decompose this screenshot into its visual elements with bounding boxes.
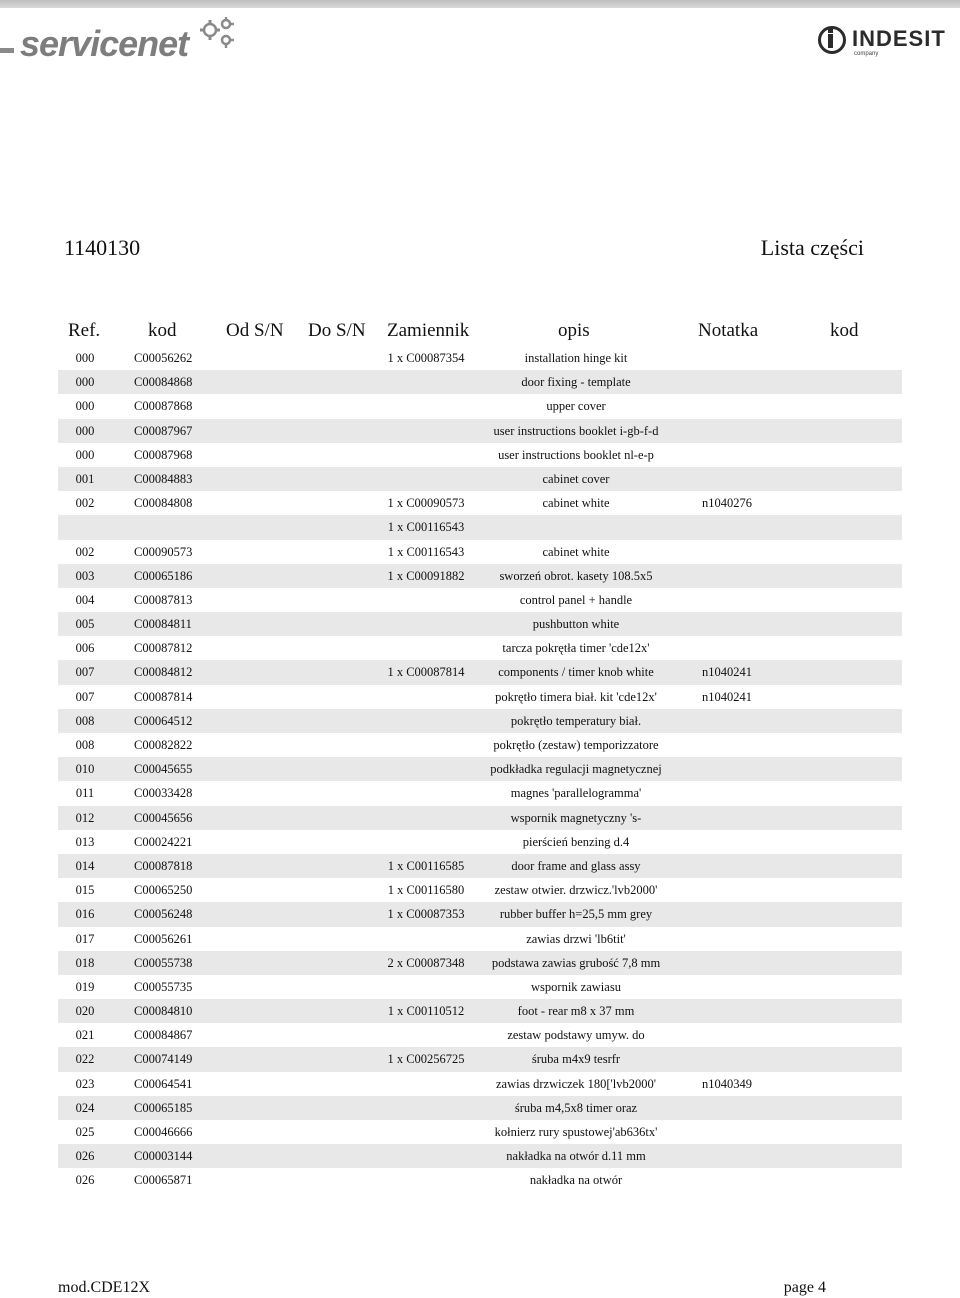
cell-ref: 024 [75,1100,95,1115]
table-row [58,1168,902,1192]
cell-kod: C00055738 [134,955,193,970]
cell-opis: podstawa zawias grubość 7,8 mm [491,955,661,970]
cell-zamiennik: 1 x C00116580 [387,883,465,898]
cell-notatka: n1040241 [702,665,752,680]
table-row [58,636,902,660]
cell-notatka: n1040276 [702,496,752,511]
cell-kod: C00046666 [134,1125,193,1139]
table-row [58,1096,902,1120]
table-row [58,806,902,830]
cell-ref: 001 [75,471,95,486]
cell-kod: C00056262 [134,351,193,365]
cell-kod: C00087814 [134,689,193,704]
servicenet-logo-dash [0,48,14,53]
table-row [58,1023,902,1047]
column-header-notatka: Notatka [698,320,759,341]
table-row [58,878,902,902]
cell-zamiennik: 1 x C00110512 [387,1004,465,1019]
cell-kod: C00064541 [134,1076,193,1091]
cell-ref: 026 [75,1149,95,1164]
cell-opis: upper cover [546,399,606,414]
cell-ref: 018 [75,955,95,970]
table-row [58,951,902,975]
cell-kod: C00084808 [134,496,193,511]
column-header-kod-2: kod [830,320,859,341]
table-row [58,660,902,684]
cell-ref: 000 [75,351,95,365]
parts-table [58,346,902,1193]
cell-opis: installation hinge kit [524,351,628,365]
table-row [58,564,902,588]
table-row [58,999,902,1023]
cell-zamiennik: 1 x C00087354 [387,351,465,365]
column-header-ref: Ref. [68,320,101,341]
cell-kod: C00090573 [134,544,193,559]
cell-ref: 019 [75,979,95,994]
table-row [58,733,902,757]
cell-kod: C00055735 [134,979,193,994]
cell-opis: foot - rear m8 x 37 mm [517,1004,635,1019]
cell-kod: C00087818 [134,858,193,873]
cell-opis: zawias drzwiczek 180['lvb2000' [495,1076,656,1091]
cell-ref: 000 [75,447,95,462]
document-number: 1140130 [64,235,141,260]
table-row [58,854,902,878]
cell-ref: 017 [75,931,95,946]
cell-opis: pokrętło temperatury biał. [510,713,642,728]
cell-opis: door frame and glass assy [511,858,641,873]
table-row [58,491,902,515]
cell-opis: sworzeń obrot. kasety 108.5x5 [499,568,653,583]
cell-ref: 011 [75,786,95,801]
cell-ref: 000 [75,399,95,414]
cell-zamiennik: 1 x C00116543 [387,544,465,559]
cell-kod: C00084812 [134,665,193,680]
column-header-kod: kod [148,320,177,341]
cell-opis: podkładka regulacji magnetycznej [490,762,662,777]
cell-opis: pokrętło (zestaw) temporizzatore [493,738,659,752]
cell-ref: 007 [75,665,95,680]
table-row [58,419,902,443]
cell-kod: C00087868 [134,399,193,414]
cell-opis: zawias drzwi 'lb6tit' [526,931,626,946]
cell-ref: 008 [75,738,95,752]
document-title: Lista części [760,235,864,260]
cell-ref: 016 [75,907,95,922]
cell-opis: door fixing - template [521,375,631,390]
cell-ref: 026 [75,1173,95,1188]
table-row [58,612,902,636]
column-header-od-sn: Od S/N [226,320,284,341]
cell-opis: pushbutton white [532,617,620,632]
cell-ref: 008 [75,713,95,728]
cell-opis: nakładka na otwór d.11 mm [506,1149,646,1164]
servicenet-logo: servicenet [20,23,189,64]
table-row [58,1120,902,1144]
cell-kod: C00065871 [134,1173,193,1188]
cell-opis: zestaw otwier. drzwicz.'lvb2000' [494,883,658,898]
table-row [58,757,902,781]
cell-ref: 025 [75,1125,95,1139]
cell-zamiennik: 1 x C00116585 [387,858,465,873]
cell-kod: C00082822 [134,738,193,752]
cell-kod: C00074149 [134,1052,193,1067]
table-row [58,1144,902,1168]
table-row [58,515,902,539]
indesit-logo-dot [828,29,833,33]
top-bar [0,0,960,8]
cell-ref: 002 [75,496,95,511]
table-row [58,1072,902,1096]
cell-ref: 006 [75,641,95,656]
gears-icon [198,16,238,52]
cell-kod: C00064512 [134,713,193,728]
cell-ref: 020 [75,1004,95,1019]
column-header-do-sn: Do S/N [308,320,366,341]
cell-ref: 013 [75,834,95,849]
cell-kod: C00065185 [134,1100,193,1115]
cell-ref: 012 [75,810,95,825]
cell-zamiennik: 1 x C00087814 [387,665,465,680]
cell-ref: 021 [75,1028,95,1043]
cell-opis: cabinet cover [542,471,610,486]
table-row [58,540,902,564]
cell-ref: 005 [75,617,95,632]
cell-kod: C00056248 [134,907,193,922]
cell-ref: 010 [75,762,95,777]
indesit-logo-subtext: company [854,51,879,57]
cell-zamiennik: 1 x C00116543 [387,520,465,535]
table-row [58,394,902,418]
cell-kod: C00084811 [134,617,192,632]
table-header [58,318,902,344]
cell-ref: 003 [75,568,95,583]
cell-zamiennik: 1 x C00090573 [387,496,465,511]
cell-opis: wspornik zawiasu [531,979,621,994]
table-row [58,443,902,467]
cell-zamiennik: 2 x C00087348 [387,955,465,970]
cell-kod: C00084867 [134,1028,193,1043]
table-row [58,709,902,733]
cell-opis: control panel + handle [519,592,633,607]
cell-kod: C00024221 [134,834,193,849]
cell-notatka: n1040349 [702,1076,752,1091]
cell-opis: zestaw podstawy umyw. do [507,1028,645,1043]
cell-ref: 022 [75,1052,95,1067]
table-row [58,927,902,951]
cell-ref: 023 [75,1076,95,1091]
table-row [58,370,902,394]
table-row [58,346,902,370]
cell-ref: 000 [75,375,95,390]
cell-kod: C00087813 [134,592,193,607]
cell-opis: śruba m4x9 tesrfr [531,1052,621,1067]
cell-kod: C00045656 [134,810,193,825]
cell-opis: components / timer knob white [498,665,654,680]
cell-opis: cabinet white [542,496,610,511]
cell-kod: C00084868 [134,375,193,390]
cell-zamiennik: 1 x C00091882 [387,568,465,583]
cell-zamiennik: 1 x C00256725 [387,1052,465,1067]
footer-page-number: page 4 [783,1279,826,1296]
cell-opis: pokrętło timera biał. kit 'cde12x' [495,689,657,704]
cell-kod: C00087812 [134,641,193,656]
column-header-opis: opis [558,320,590,341]
indesit-logo-i [828,34,833,48]
cell-opis: kołnierz rury spustowej'ab636tx' [494,1125,658,1139]
table-row [58,1047,902,1071]
cell-opis: rubber buffer h=25,5 mm grey [499,907,653,922]
table-row [58,902,902,926]
cell-ref: 015 [75,883,95,898]
table-row [58,975,902,999]
cell-opis: wspornik magnetyczny 's- [510,810,642,825]
footer-model: mod.CDE12X [58,1279,150,1296]
cell-ref: 007 [75,689,95,704]
cell-kod: C00045655 [134,762,193,777]
table-row [58,685,902,709]
cell-ref: 002 [75,544,95,559]
table-row [58,588,902,612]
cell-notatka: n1040241 [702,689,752,704]
cell-kod: C00084883 [134,471,193,486]
table-row [58,830,902,854]
cell-opis: magnes 'parallelogramma' [510,786,642,801]
cell-kod: C00084810 [134,1004,193,1019]
cell-zamiennik: 1 x C00087353 [387,907,465,922]
cell-kod: C00065250 [134,883,193,898]
cell-opis: user instructions booklet i-gb-f-d [493,423,659,438]
cell-opis: nakładka na otwór [529,1173,623,1188]
page-header [0,8,960,68]
cell-opis: user instructions booklet nl-e-p [498,447,654,462]
cell-kod: C00087968 [134,447,193,462]
cell-opis: śruba m4,5x8 timer oraz [514,1100,638,1115]
cell-opis: tarcza pokrętła timer 'cde12x' [502,641,650,656]
column-header-zamiennik: Zamiennik [387,320,470,341]
cell-ref: 014 [75,858,95,873]
cell-ref: 004 [75,592,95,607]
table-row [58,467,902,491]
indesit-logo-text: INDESIT [852,26,946,51]
cell-kod: C00065186 [134,568,193,583]
cell-opis: pierścień benzing d.4 [522,834,630,849]
cell-kod: C00003144 [134,1149,193,1164]
table-row [58,781,902,805]
cell-kod: C00033428 [134,786,193,801]
cell-opis: cabinet white [542,544,610,559]
cell-ref: 000 [75,423,95,438]
cell-kod: C00056261 [134,931,193,946]
cell-kod: C00087967 [134,423,193,438]
